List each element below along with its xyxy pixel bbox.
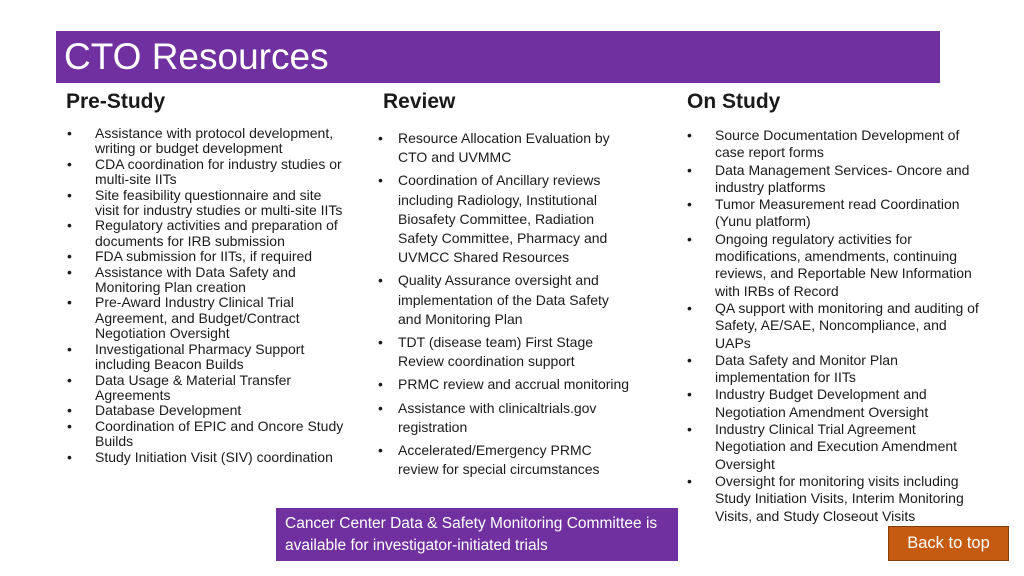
list-item: • Investigational Pharmacy Support including Beacon Builds bbox=[95, 342, 345, 373]
list-item: • PRMC review and accrual monitoring bbox=[398, 375, 630, 394]
list-item: • Site feasibility questionnaire and site visit for industry studies or multi-site IITs bbox=[95, 188, 345, 219]
list-item: • Assistance with protocol development, writing or budget development bbox=[95, 126, 345, 157]
onstudy-heading: On Study bbox=[687, 90, 781, 113]
list-item: • Industry Budget Development and Negotiation Amendment Oversight bbox=[715, 386, 985, 421]
onstudy-list bbox=[715, 127, 985, 525]
list-item: • Pre-Award Industry Clinical Trial Agreement, and Budget/Contract Negotiation Oversight bbox=[95, 295, 345, 341]
list-item: • QA support with monitoring and auditing of Safety, AE/SAE, Noncompliance, and UAPs bbox=[715, 300, 985, 352]
list-item: • Coordination of EPIC and Oncore Study Builds bbox=[95, 419, 345, 450]
back-to-top-button[interactable]: Back to top bbox=[888, 526, 1009, 561]
list-item: • Quality Assurance oversight and implementation of the Data Safety and Monitoring Plan bbox=[398, 271, 630, 329]
page-title: CTO Resources bbox=[64, 36, 329, 77]
list-item: • Resource Allocation Evaluation by CTO and UVMMC bbox=[398, 129, 630, 167]
prestudy-heading: Pre-Study bbox=[66, 90, 166, 113]
list-item: • Oversight for monitoring visits including Study Initiation Visits, Interim Monitoring Visits, and Study Closeout Visits bbox=[715, 473, 985, 525]
list-item: • Database Development bbox=[95, 403, 345, 418]
list-item: • Study Initiation Visit (SIV) coordination bbox=[95, 450, 345, 465]
review-list bbox=[398, 129, 630, 483]
list-item: • Data Management Services- Oncore and industry platforms bbox=[715, 162, 985, 197]
list-item: • FDA submission for IITs, if required bbox=[95, 249, 345, 264]
list-item: • CDA coordination for industry studies or multi-site IITs bbox=[95, 157, 345, 188]
list-item: • Source Documentation Development of case report forms bbox=[715, 127, 985, 162]
list-item: • Data Usage & Material Transfer Agreements bbox=[95, 373, 345, 404]
dsmc-callout: Cancer Center Data & Safety Monitoring Committee is available for investigator-initiated trials bbox=[276, 508, 678, 561]
review-heading: Review bbox=[383, 90, 456, 113]
list-item: • Data Safety and Monitor Plan implementation for IITs bbox=[715, 352, 985, 387]
title-bar bbox=[56, 31, 940, 83]
list-item: • Assistance with Data Safety and Monitoring Plan creation bbox=[95, 265, 345, 296]
list-item: • Tumor Measurement read Coordination (Yunu platform) bbox=[715, 196, 985, 231]
list-item: • Ongoing regulatory activities for modifications, amendments, continuing reviews, and Reportable New Information with IRBs of Record bbox=[715, 231, 985, 300]
list-item: • Accelerated/Emergency PRMC review for special circumstances bbox=[398, 441, 630, 479]
list-item: • TDT (disease team) First Stage Review coordination support bbox=[398, 333, 630, 371]
prestudy-list bbox=[95, 126, 345, 465]
list-item: • Assistance with clinicaltrials.gov registration bbox=[398, 399, 630, 437]
list-item: • Industry Clinical Trial Agreement Negotiation and Execution Amendment Oversight bbox=[715, 421, 985, 473]
list-item: • Regulatory activities and preparation of documents for IRB submission bbox=[95, 218, 345, 249]
list-item: • Coordination of Ancillary reviews including Radiology, Institutional Biosafety Committee, Radiation Safety Committee, Pharmacy and UVMCC Shared Resources bbox=[398, 171, 630, 267]
